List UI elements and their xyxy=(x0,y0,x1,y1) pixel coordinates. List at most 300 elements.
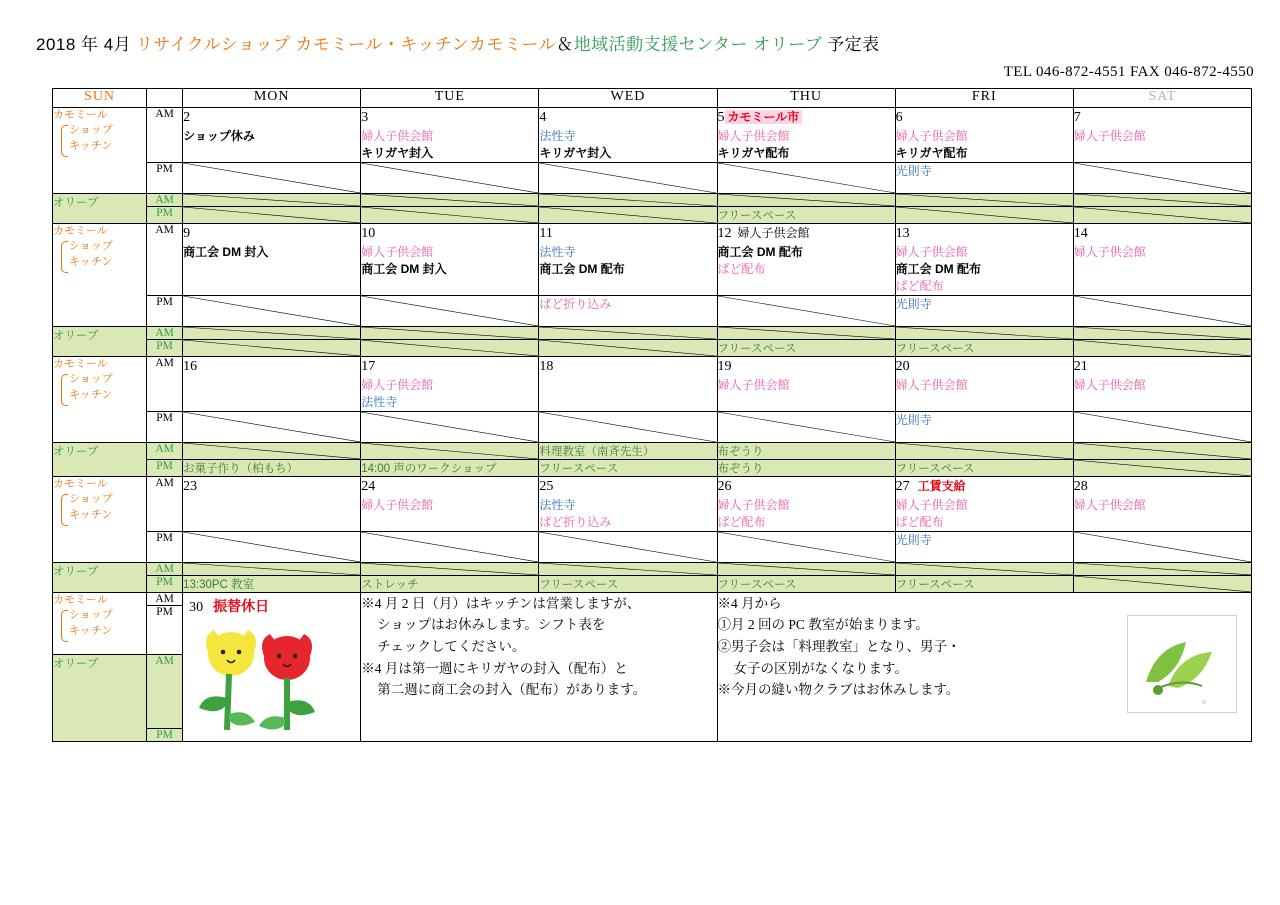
title-shop-name: リサイクルショップ カモミール・キッチンカモミール xyxy=(135,35,557,54)
olive-event-text: フリースペース xyxy=(717,578,797,591)
olive-cell[interactable] xyxy=(895,459,1073,476)
day-number: 2 xyxy=(183,110,191,125)
event-item: キリガヤ配布 xyxy=(895,145,968,160)
event-item: 婦人子供会館 xyxy=(1073,497,1146,512)
olive-event-text: フリースペース xyxy=(717,342,797,355)
day-cell-pm[interactable] xyxy=(717,162,895,193)
olive-cell[interactable] xyxy=(539,562,717,575)
note-line: ※4 月 2 日（月）はキッチンは営業しますが、 xyxy=(361,595,641,611)
olive-cell[interactable] xyxy=(539,442,717,459)
label-bracket xyxy=(59,492,146,524)
label-kamomile-text: カモミール xyxy=(53,109,108,121)
empty-slot-strike xyxy=(1074,340,1251,356)
day-cell-30[interactable] xyxy=(183,592,361,741)
olive-event-text: フリースペース xyxy=(895,342,975,355)
event-item: ぱど折り込み xyxy=(539,296,612,311)
empty-slot-strike xyxy=(1074,563,1251,575)
week-row-olive-pm xyxy=(53,459,1252,476)
olive-cell[interactable] xyxy=(361,442,539,459)
olive-cell[interactable] xyxy=(183,339,361,356)
empty-slot-strike xyxy=(361,563,538,575)
week-row-olive-pm xyxy=(53,339,1252,356)
day-cell-am[interactable] xyxy=(1073,108,1251,163)
day-inline-note: 婦人子供会館 xyxy=(737,225,810,240)
schedule-table xyxy=(52,88,1252,742)
olive-cell[interactable] xyxy=(361,562,539,575)
empty-slot-strike xyxy=(539,163,716,193)
olive-event-text: お菓子作り（柏もち） xyxy=(183,462,299,475)
ampm-label-am: AM xyxy=(147,562,183,575)
olive-cell[interactable] xyxy=(361,193,539,206)
week-row-olive-am xyxy=(53,442,1252,459)
day-cell-am[interactable] xyxy=(539,356,717,411)
olive-cell[interactable] xyxy=(361,206,539,223)
day-cell-pm[interactable] xyxy=(1073,531,1251,562)
event-item: 婦人子供会館 xyxy=(1073,128,1146,143)
olive-cell[interactable] xyxy=(717,459,895,476)
event-item: 法性寺 xyxy=(361,394,398,409)
label-kitchen-text: キッチン xyxy=(69,388,113,401)
week-row-olive-am xyxy=(53,193,1252,206)
olive-event-text: フリースペース xyxy=(539,462,619,475)
week-row-kamomile-pm xyxy=(53,531,1252,562)
olive-cell[interactable] xyxy=(361,459,539,476)
event-item: 婦人子供会館 xyxy=(361,244,434,259)
day-cell-am[interactable] xyxy=(717,223,895,295)
day-cell-pm[interactable] xyxy=(183,295,361,326)
day-cell-am[interactable] xyxy=(361,356,539,411)
empty-slot-strike xyxy=(361,327,538,339)
olive-cell[interactable] xyxy=(361,326,539,339)
note-line: 第二週に商工会の封入（配布）があります。 xyxy=(377,682,647,698)
day-cell-am[interactable] xyxy=(1073,223,1251,295)
title-center-name: 地域活動支援センター オリーブ xyxy=(573,35,823,54)
day-cell-am[interactable] xyxy=(1073,476,1251,531)
day-cell-am[interactable] xyxy=(183,476,361,531)
day-cell-am[interactable] xyxy=(717,108,895,163)
ampm-label-pm: PM xyxy=(147,575,183,592)
empty-slot-strike xyxy=(718,296,895,326)
olive-cell[interactable] xyxy=(539,575,717,592)
olive-cell[interactable] xyxy=(717,339,895,356)
olive-cell[interactable] xyxy=(183,562,361,575)
column-header-thu: THU xyxy=(717,89,895,108)
day-cell-pm[interactable] xyxy=(895,295,1073,326)
empty-slot-strike xyxy=(183,412,360,442)
olive-cell[interactable] xyxy=(361,575,539,592)
empty-slot-strike xyxy=(183,563,360,575)
empty-slot-strike xyxy=(718,412,895,442)
empty-slot-strike xyxy=(539,207,716,223)
week-row-kamomile-am xyxy=(53,223,1252,295)
event-item: 婦人子供会館 xyxy=(895,128,968,143)
column-header-tue: TUE xyxy=(361,89,539,108)
event-item: 婦人子供会館 xyxy=(361,128,434,143)
event-item: キリガヤ封入 xyxy=(539,145,612,160)
day-cell-pm[interactable] xyxy=(895,411,1073,442)
row-label-kamomile xyxy=(53,108,147,194)
olive-leaf-logo xyxy=(1127,615,1237,713)
ampm-label-pm: PM xyxy=(147,411,183,442)
note-line: ※4 月から xyxy=(717,595,782,611)
day-cell-am[interactable] xyxy=(895,476,1073,531)
day-number: 16 xyxy=(183,358,198,374)
olive-cell[interactable] xyxy=(717,442,895,459)
row-label-kamomile xyxy=(53,223,147,326)
row-label-kamomile xyxy=(53,356,147,442)
day-cell-pm[interactable] xyxy=(361,411,539,442)
note-line: ※4 月は第一週にキリガヤの封入（配布）と xyxy=(361,660,628,676)
event-item: 法性寺 xyxy=(539,128,576,143)
event-item: 商工会 DM 封入 xyxy=(183,244,269,259)
event-item: 光則寺 xyxy=(895,163,932,178)
column-header-wed: WED xyxy=(539,89,717,108)
day-cell-am[interactable] xyxy=(1073,356,1251,411)
olive-cell[interactable] xyxy=(1073,326,1251,339)
event-item: ぱど配布 xyxy=(895,278,944,293)
day-number: 10 xyxy=(361,225,376,241)
column-header-fri: FRI xyxy=(895,89,1073,108)
olive-cell[interactable] xyxy=(895,575,1073,592)
ampm-label-pm: PM xyxy=(147,605,183,654)
day-cell-pm[interactable] xyxy=(183,162,361,193)
olive-cell[interactable] xyxy=(1073,562,1251,575)
event-item: 商工会 DM 封入 xyxy=(361,261,447,276)
olive-cell[interactable] xyxy=(539,459,717,476)
olive-cell[interactable] xyxy=(1073,339,1251,356)
empty-slot-strike xyxy=(539,563,716,575)
olive-cell[interactable] xyxy=(717,206,895,223)
title-suffix: 予定表 xyxy=(827,35,880,54)
day-number: 9 xyxy=(183,225,191,241)
empty-slot-strike xyxy=(718,563,895,575)
day-number: 13 xyxy=(895,225,910,241)
event-item: 商工会 DM 配布 xyxy=(539,261,625,276)
empty-slot-strike xyxy=(1074,207,1251,223)
ampm-label-pm: PM xyxy=(147,531,183,562)
empty-slot-strike xyxy=(183,327,360,339)
ampm-label-am: AM xyxy=(147,592,183,605)
event-item: 婦人子供会館 xyxy=(895,377,968,392)
olive-event-text: フリースペース xyxy=(717,209,797,222)
day-cell-am[interactable] xyxy=(539,108,717,163)
event-item: 婦人子供会館 xyxy=(895,497,968,512)
olive-event-text: フリースペース xyxy=(895,462,975,475)
olive-cell[interactable] xyxy=(1073,193,1251,206)
event-item: ショップ休み xyxy=(183,128,255,143)
empty-slot-strike xyxy=(183,340,360,356)
day-cell-am[interactable] xyxy=(361,476,539,531)
olive-event-text: 布ぞうり xyxy=(717,462,764,475)
event-item: 婦人子供会館 xyxy=(1073,244,1146,259)
row-label-kamomile xyxy=(53,592,147,654)
flower-illustration xyxy=(183,618,360,741)
label-shop-text: ショップ xyxy=(69,608,113,621)
empty-slot-strike xyxy=(1074,576,1251,592)
contact-info: TEL 046-872-4551 FAX 046-872-4550 xyxy=(1003,64,1254,80)
day-cell-pm[interactable] xyxy=(361,295,539,326)
olive-cell[interactable] xyxy=(717,193,895,206)
day-cell-pm[interactable] xyxy=(539,295,717,326)
label-kitchen-text: キッチン xyxy=(69,255,113,268)
page-title xyxy=(36,30,880,55)
empty-slot-strike xyxy=(539,412,716,442)
olive-event-text: フリースペース xyxy=(895,578,975,591)
day-number: 4 xyxy=(539,110,547,125)
olive-cell[interactable] xyxy=(183,193,361,206)
svg-text:©: © xyxy=(1202,699,1206,706)
label-kamomile-text: カモミール xyxy=(53,593,108,606)
day-cell-pm[interactable] xyxy=(361,162,539,193)
day-cell-pm[interactable] xyxy=(183,531,361,562)
event-item: 婦人子供会館 xyxy=(361,497,434,512)
week-row-kamomile-pm xyxy=(53,162,1252,193)
event-item: 光則寺 xyxy=(895,412,932,427)
day-badge: カモミール市 xyxy=(725,110,803,124)
olive-cell[interactable] xyxy=(183,326,361,339)
day-number: 23 xyxy=(183,478,198,494)
label-bracket xyxy=(59,123,146,155)
day-cell-pm[interactable] xyxy=(183,411,361,442)
day-cell-am[interactable] xyxy=(717,476,895,531)
empty-slot-strike xyxy=(183,532,360,562)
row-label-olive: オリーブ xyxy=(53,654,147,741)
olive-cell[interactable] xyxy=(539,206,717,223)
day-cell-pm[interactable] xyxy=(717,411,895,442)
day-number: 14 xyxy=(1073,225,1088,241)
label-shop-text: ショップ xyxy=(69,239,113,252)
event-item: 法性寺 xyxy=(539,244,576,259)
empty-slot-strike xyxy=(361,207,538,223)
empty-slot-strike xyxy=(1074,327,1251,339)
event-item: キリガヤ封入 xyxy=(361,145,434,160)
event-item: ぱど配布 xyxy=(717,514,766,529)
ampm-label-pm: PM xyxy=(147,295,183,326)
day-cell-am[interactable] xyxy=(183,108,361,163)
empty-slot-strike xyxy=(1074,194,1251,206)
empty-slot-strike xyxy=(361,163,538,193)
empty-slot-strike xyxy=(718,194,895,206)
label-shop-text: ショップ xyxy=(69,123,113,136)
label-kitchen-text: キッチン xyxy=(69,508,113,521)
note-line: 女子の区別がなくなります。 xyxy=(733,660,908,676)
event-item: ぱど折り込み xyxy=(539,514,612,529)
label-kamomile-text: カモミール xyxy=(53,477,108,490)
olive-cell[interactable] xyxy=(895,562,1073,575)
row-label-kamomile xyxy=(53,476,147,562)
day-cell-am[interactable] xyxy=(717,356,895,411)
day-cell-pm[interactable] xyxy=(539,531,717,562)
olive-cell[interactable] xyxy=(895,339,1073,356)
empty-slot-strike xyxy=(361,443,538,459)
olive-cell[interactable] xyxy=(539,326,717,339)
olive-event-text: 布ぞうり xyxy=(717,445,764,458)
week-row-kamomile-pm xyxy=(53,411,1252,442)
row-label-olive: オリーブ xyxy=(53,326,147,356)
empty-slot-strike xyxy=(1074,412,1251,442)
day-cell-pm[interactable] xyxy=(361,531,539,562)
event-item: 商工会 DM 配布 xyxy=(717,244,803,259)
day-number: 5 xyxy=(717,110,725,125)
ampm-label-am: AM xyxy=(147,108,183,163)
empty-slot-strike xyxy=(539,327,716,339)
olive-cell[interactable] xyxy=(1073,575,1251,592)
olive-cell[interactable] xyxy=(183,206,361,223)
event-item: 婦人子供会館 xyxy=(361,377,434,392)
empty-slot-strike xyxy=(896,327,1073,339)
olive-cell[interactable] xyxy=(183,459,361,476)
note-line: ショップはお休みします。シフト表を xyxy=(377,617,606,633)
event-item: 商工会 DM 配布 xyxy=(895,261,981,276)
empty-slot-strike xyxy=(539,340,716,356)
event-item: 婦人子供会館 xyxy=(895,244,968,259)
week-row-olive-am xyxy=(53,326,1252,339)
day-cell-pm[interactable] xyxy=(539,411,717,442)
day-number: 20 xyxy=(895,358,910,374)
empty-slot-strike xyxy=(183,163,360,193)
ampm-label-pm: PM xyxy=(147,206,183,223)
notes-left xyxy=(361,592,717,741)
label-shop-text: ショップ xyxy=(69,492,113,505)
day-number: 7 xyxy=(1073,110,1081,125)
note-line: チェックしてください。 xyxy=(377,638,526,654)
olive-cell[interactable] xyxy=(717,326,895,339)
row-label-olive: オリーブ xyxy=(53,442,147,476)
olive-cell[interactable] xyxy=(895,442,1073,459)
table-body xyxy=(53,108,1252,742)
day-cell-pm[interactable] xyxy=(895,162,1073,193)
day-number: 3 xyxy=(361,110,369,125)
empty-slot-strike xyxy=(539,194,716,206)
olive-cell[interactable] xyxy=(539,339,717,356)
week-row-olive-pm xyxy=(53,206,1252,223)
day-number: 28 xyxy=(1073,478,1088,494)
empty-slot-strike xyxy=(1074,443,1251,459)
empty-slot-strike xyxy=(1074,532,1251,562)
olive-cell[interactable] xyxy=(717,562,895,575)
day-cell-pm[interactable] xyxy=(895,531,1073,562)
olive-cell[interactable] xyxy=(539,193,717,206)
holiday-label: 振替休日 xyxy=(213,597,270,614)
day-cell-am[interactable] xyxy=(895,356,1073,411)
day-cell-am[interactable] xyxy=(361,223,539,295)
empty-slot-strike xyxy=(361,340,538,356)
olive-cell[interactable] xyxy=(895,326,1073,339)
ampm-label-am: AM xyxy=(147,476,183,531)
column-header-blank xyxy=(147,89,183,108)
olive-cell[interactable] xyxy=(895,193,1073,206)
note-line: ①月 2 回の PC 教室が始まります。 xyxy=(717,617,929,633)
week-row-olive-am xyxy=(53,562,1252,575)
olive-cell[interactable] xyxy=(183,575,361,592)
olive-event-text: ストレッチ xyxy=(361,578,419,591)
olive-event-text: 13:30PC 教室 xyxy=(183,578,255,591)
day-number: 11 xyxy=(539,225,553,241)
day-number: 26 xyxy=(717,478,732,494)
olive-cell[interactable] xyxy=(361,339,539,356)
event-item: ぱど配布 xyxy=(717,261,766,276)
day-number: 25 xyxy=(539,478,554,494)
label-kamomile-text: カモミール xyxy=(53,224,108,237)
day-number: 6 xyxy=(895,110,903,125)
ampm-label-am: AM xyxy=(147,356,183,411)
day-cell-pm[interactable] xyxy=(1073,162,1251,193)
event-item: 婦人子供会館 xyxy=(717,377,790,392)
day-number: 18 xyxy=(539,358,554,374)
empty-slot-strike xyxy=(183,194,360,206)
empty-slot-strike xyxy=(1074,163,1251,193)
day-number: 21 xyxy=(1073,358,1088,374)
event-item: 法性寺 xyxy=(539,497,576,512)
event-item: 婦人子供会館 xyxy=(1073,377,1146,392)
table-header-row xyxy=(53,89,1252,108)
empty-slot-strike xyxy=(539,532,716,562)
empty-slot-strike xyxy=(896,563,1073,575)
empty-slot-strike xyxy=(361,412,538,442)
week-row-kamomile-pm xyxy=(53,295,1252,326)
notes-right xyxy=(717,592,1251,741)
label-bracket xyxy=(59,608,146,640)
label-kitchen-text: キッチン xyxy=(69,624,113,637)
day-cell-pm[interactable] xyxy=(1073,295,1251,326)
day-cell-am[interactable] xyxy=(539,223,717,295)
olive-cell[interactable] xyxy=(1073,206,1251,223)
day-cell-am[interactable] xyxy=(183,223,361,295)
label-kitchen-text: キッチン xyxy=(69,139,113,152)
ampm-label-am: AM xyxy=(147,193,183,206)
label-shop-text: ショップ xyxy=(69,372,113,385)
ampm-label-am: AM xyxy=(147,654,183,728)
olive-cell[interactable] xyxy=(717,575,895,592)
day-cell-am[interactable] xyxy=(183,356,361,411)
empty-slot-strike xyxy=(183,207,360,223)
empty-slot-strike xyxy=(718,327,895,339)
empty-slot-strike xyxy=(896,207,1073,223)
day-cell-am[interactable] xyxy=(539,476,717,531)
ampm-label-pm: PM xyxy=(147,339,183,356)
empty-slot-strike xyxy=(896,443,1073,459)
day-cell-am[interactable] xyxy=(895,223,1073,295)
event-item: 婦人子供会館 xyxy=(717,497,790,512)
day-cell-am[interactable] xyxy=(361,108,539,163)
olive-cell[interactable] xyxy=(895,206,1073,223)
empty-slot-strike xyxy=(1074,296,1251,326)
day-cell-am[interactable] xyxy=(895,108,1073,163)
row-label-olive: オリーブ xyxy=(53,193,147,223)
label-bracket xyxy=(59,372,146,404)
event-item: 光則寺 xyxy=(895,532,932,547)
empty-slot-strike xyxy=(718,163,895,193)
column-header-mon: MON xyxy=(183,89,361,108)
last-row-kamomile-am xyxy=(53,592,1252,605)
row-label-olive: オリーブ xyxy=(53,562,147,592)
week-row-kamomile-am xyxy=(53,476,1252,531)
olive-cell[interactable] xyxy=(183,442,361,459)
olive-event-text: 料理教室（南斉先生） xyxy=(539,445,655,458)
title-year-month: 2018 年 4月 xyxy=(36,35,132,54)
olive-cell[interactable] xyxy=(1073,459,1251,476)
event-item: ぱど配布 xyxy=(895,514,944,529)
day-cell-pm[interactable] xyxy=(1073,411,1251,442)
day-cell-pm[interactable] xyxy=(717,531,895,562)
ampm-label-am: AM xyxy=(147,326,183,339)
empty-slot-strike xyxy=(183,296,360,326)
day-cell-pm[interactable] xyxy=(717,295,895,326)
olive-cell[interactable] xyxy=(1073,442,1251,459)
day-cell-pm[interactable] xyxy=(539,162,717,193)
empty-slot-strike xyxy=(1074,460,1251,476)
event-item: 婦人子供会館 xyxy=(717,128,790,143)
